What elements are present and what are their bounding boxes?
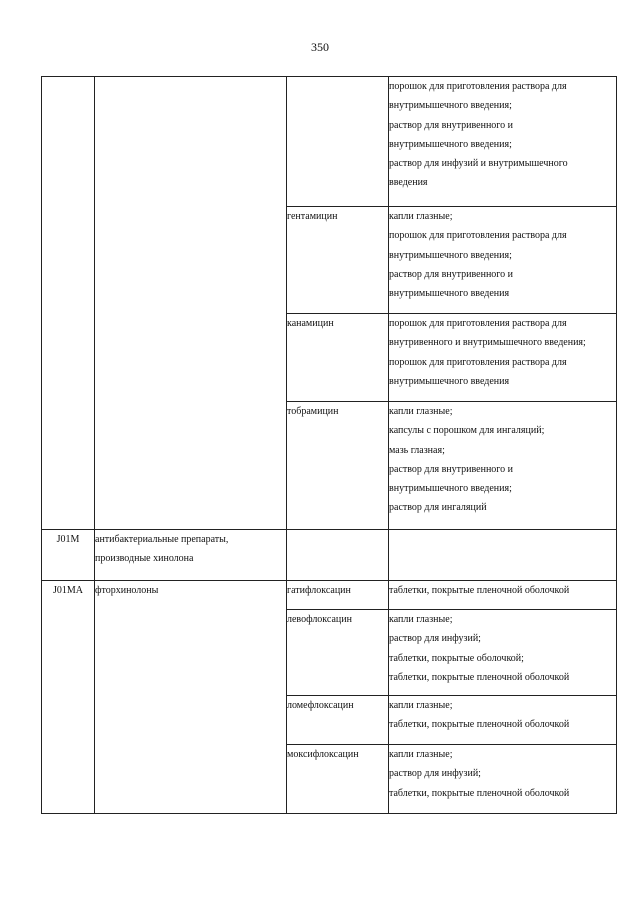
dosage-forms-cell	[389, 610, 617, 696]
dosage-form-line: внутримышечного введения	[389, 375, 510, 387]
group-name-cell: фторхинолоны	[95, 581, 287, 814]
dosage-form-line: капли глазные;	[389, 211, 453, 222]
dosage-form-line: внутримышечного введения;	[389, 249, 512, 261]
table-row	[42, 530, 617, 581]
dosage-form-line: раствор для внутривенного и	[389, 119, 514, 131]
dosage-form-line: капли глазные;	[389, 406, 453, 417]
dosage-form-line: капсулы с порошком для ингаляций;	[389, 425, 545, 437]
dosage-form-line: капли глазные;	[389, 614, 453, 625]
dosage-form-line: внутримышечного введения;	[389, 138, 512, 150]
dosage-form-line: раствор для инфузий;	[389, 633, 481, 645]
atc-code-cell: J01MA	[42, 581, 95, 814]
drug-name-cell: моксифлоксацин	[287, 745, 389, 814]
dosage-form-line: таблетки, покрытые пленочной оболочкой	[389, 671, 570, 683]
group-name-cell	[95, 77, 287, 530]
dosage-forms-cell	[389, 77, 617, 207]
dosage-forms-cell	[389, 402, 617, 530]
dosage-form-line: раствор для внутривенного и	[389, 268, 514, 280]
dosage-form-line: внутримышечного введения;	[389, 483, 512, 495]
drug-name-cell: канамицин	[287, 314, 389, 402]
page-number: 350	[311, 40, 329, 54]
dosage-form-line: капли глазные;	[389, 749, 453, 760]
dosage-form-line: таблетки, покрытые пленочной оболочкой	[389, 585, 570, 596]
dosage-forms-cell	[389, 530, 617, 581]
table-row	[42, 581, 617, 610]
dosage-forms-cell	[389, 314, 617, 402]
dosage-form-line: таблетки, покрытые пленочной оболочкой	[389, 719, 570, 731]
drug-name-cell: гатифлоксацин	[287, 581, 389, 610]
table-row	[42, 77, 617, 207]
dosage-form-line: порошок для приготовления раствора для	[389, 356, 567, 368]
dosage-form-line: таблетки, покрытые пленочной оболочкой	[389, 787, 570, 799]
dosage-form-line: порошок для приготовления раствора для	[389, 230, 567, 242]
drug-name-cell: ломефлоксацин	[287, 696, 389, 745]
drug-name-cell	[287, 77, 389, 207]
drug-table	[41, 76, 617, 814]
group-name-cell: антибактериальные препараты, производные хинолона	[95, 530, 287, 581]
dosage-form-line: раствор для инфузий и внутримышечного	[389, 158, 568, 170]
dosage-form-line: внутримышечного введения	[389, 288, 510, 300]
atc-code-cell	[42, 77, 95, 530]
drug-name-cell: тобрамицин	[287, 402, 389, 530]
drug-name-cell: гентамицин	[287, 207, 389, 314]
dosage-form-line: раствор для внутривенного и	[389, 463, 514, 475]
drug-name-cell: левофлоксацин	[287, 610, 389, 696]
dosage-form-line: внутривенного и внутримышечного введения;	[389, 337, 586, 349]
dosage-form-line: порошок для приготовления раствора для	[389, 318, 567, 329]
dosage-forms-cell	[389, 696, 617, 745]
dosage-forms-cell	[389, 745, 617, 814]
dosage-form-line: порошок для приготовления раствора для	[389, 81, 567, 92]
dosage-form-line: введения	[389, 177, 428, 189]
drug-name-cell	[287, 530, 389, 581]
dosage-form-line: мазь глазная;	[389, 444, 445, 456]
dosage-form-line: раствор для ингаляций	[389, 502, 487, 514]
dosage-form-line: внутримышечного введения;	[389, 100, 512, 112]
atc-code-cell: J01M	[42, 530, 95, 581]
dosage-form-line: таблетки, покрытые оболочкой;	[389, 652, 524, 664]
dosage-forms-cell	[389, 581, 617, 610]
dosage-form-line: капли глазные;	[389, 700, 453, 711]
dosage-forms-cell	[389, 207, 617, 314]
dosage-form-line: раствор для инфузий;	[389, 768, 481, 780]
